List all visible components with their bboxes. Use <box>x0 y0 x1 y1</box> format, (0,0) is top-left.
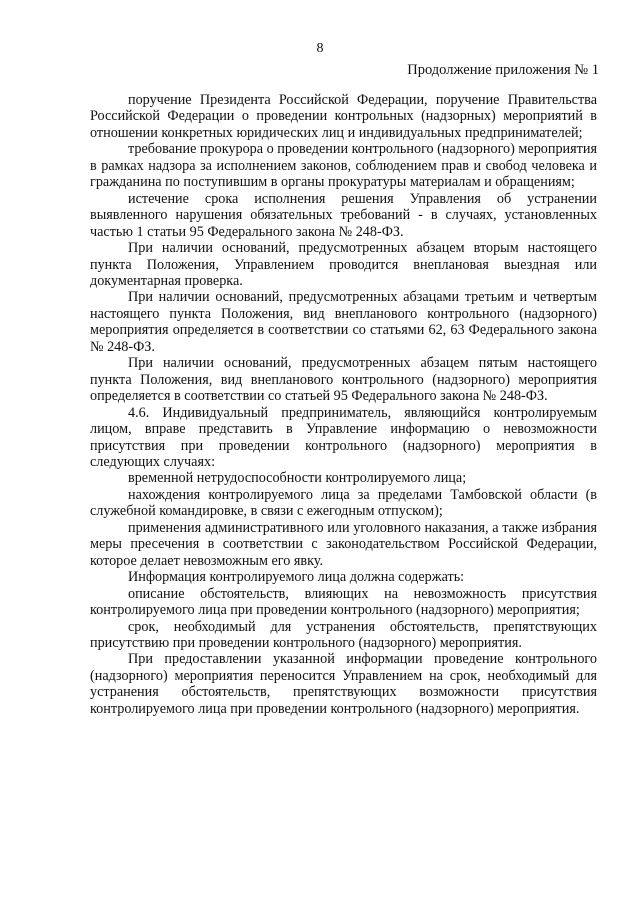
paragraph-president-order: поручение Президента Российской Федерации, поручение Правительства Российской Федерации о проведении контрольных (надзорных) мероприятий в отношении конкретных юридических лиц и индивидуальных предпринимателей; <box>90 92 597 141</box>
paragraph-grounds-third-fourth: При наличии оснований, предусмотренных абзацами третьим и четвертым настоящего пункта Положения, вид внепланового контрольного (надзорного) мероприятия определяется в соответствии со статьями 62, 63 Федерального закона № 248-ФЗ. <box>90 289 597 355</box>
paragraph-case-punishment: применения административного или уголовного наказания, а также избрания меры пресечения в соответствии с законодательством Российской Федерации, которое делает невозможным его явку. <box>90 519 597 569</box>
paragraph-information-content: Информация контролируемого лица должна содержать: <box>128 569 465 586</box>
paragraph-prosecutor-demand: требование прокурора о проведении контрольного (надзорного) мероприятия в рамках надзора за исполнением законов, соблюдением прав и свобод человека и гражданина по поступившим в органы прокуратуры материалам и обращениям; <box>90 141 597 191</box>
paragraph-circumstances-description: описание обстоятельств, влияющих на невозможность присутствия контролируемого лица при проведении контрольного (надзорного) мероприятия; <box>90 585 597 619</box>
paragraph-clause-4-6: 4.6. Индивидуальный предприниматель, являющийся контролируемым лицом, вправе представить в Управление информацию о невозможности присутствия при проведении контрольного (надзорного) мероприятия в следующих случаях: <box>90 404 597 470</box>
appendix-continuation-note: Продолжение приложения № 1 <box>407 62 599 78</box>
document-body <box>90 92 597 717</box>
paragraph-required-term: срок, необходимый для устранения обстоятельств, препятствующих присутствию при проведении контрольного (надзорного) мероприятия. <box>90 618 597 651</box>
paragraph-decision-expiry: истечение срока исполнения решения Управления об устранении выявленного нарушения обязательных требований - в случаях, установленных частью 1 статьи 95 Федерального закона № 248-ФЗ. <box>90 190 597 240</box>
paragraph-case-disability: временной нетрудоспособности контролируемого лица; <box>128 470 467 487</box>
paragraph-grounds-fifth: При наличии оснований, предусмотренных абзацем пятым настоящего пункта Положения, вид внепланового контрольного (надзорного) мероприятия определяется в соответствии со статьей 95 Федерального закона № 248-ФЗ. <box>90 355 597 405</box>
paragraph-case-outside-region: нахождения контролируемого лица за пределами Тамбовской области (в служебной командировке, в связи с ежегодным отпуском); <box>90 486 597 520</box>
paragraph-grounds-second-paragraph: При наличии оснований, предусмотренных абзацем вторым настоящего пункта Положения, Управлением проводится внеплановая выездная или документарная проверка. <box>90 240 597 289</box>
page-number: 8 <box>316 41 324 56</box>
paragraph-postponement: При предоставлении указанной информации проведение контрольного (надзорного) мероприятия переносится Управлением на срок, необходимый для устранения обстоятельств, препятствующих возможности присутствия контролируемого лица при проведении контрольного (надзорного) мероприятия. <box>90 651 597 717</box>
